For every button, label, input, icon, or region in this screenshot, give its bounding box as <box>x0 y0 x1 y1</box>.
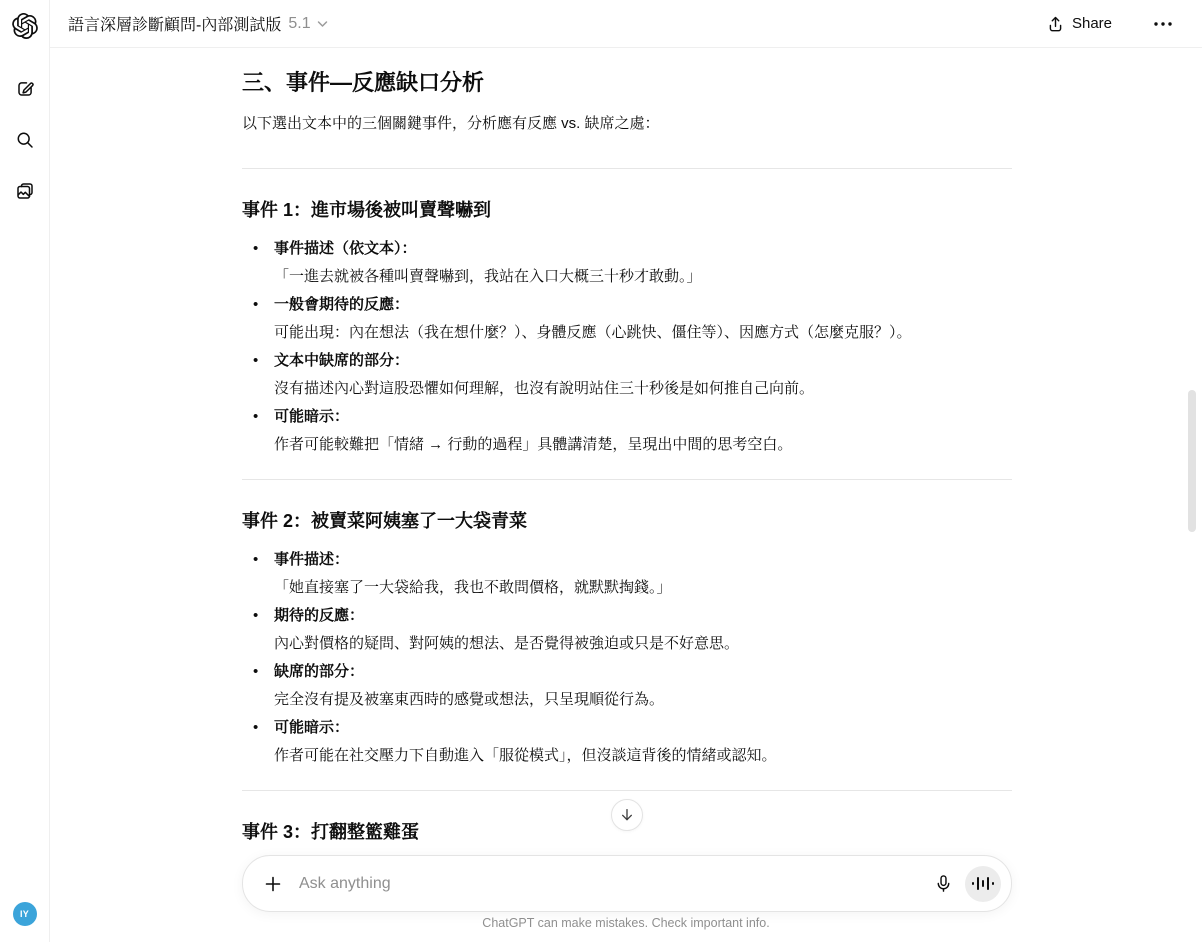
point-text: 完全沒有提及被塞東西時的感覺或想法，只呈現順從行為。 <box>274 691 665 708</box>
share-icon <box>1047 15 1064 33</box>
point-label: • 可能暗示： <box>274 408 350 425</box>
openai-logo[interactable] <box>11 12 39 40</box>
sidebar <box>0 0 50 942</box>
library-button[interactable] <box>8 174 42 208</box>
point-text: 作者可能較難把「情緒 → 行動的過程」具體講清楚，呈現出中間的思考空白。 <box>274 436 793 453</box>
gpt-title-menu[interactable] <box>68 12 328 35</box>
list-item <box>242 235 1012 291</box>
openai-logo-icon <box>12 13 38 39</box>
divider <box>242 790 1012 791</box>
point-label: • 期待的反應： <box>274 607 365 624</box>
disclaimer: ChatGPT can make mistakes. Check important info. <box>482 916 770 930</box>
new-chat-icon <box>15 79 35 99</box>
more-options-button[interactable] <box>1148 16 1178 32</box>
search-icon <box>15 130 35 150</box>
share-button[interactable] <box>1039 9 1120 39</box>
section-intro: 以下選出文本中的三個關鍵事件，分析應有反應 vs. 缺席之處： <box>242 115 660 132</box>
section-title: 三、事件—反應缺口分析 <box>242 70 485 95</box>
event-2-heading: 事件 2：被賣菜阿姨塞了一大袋青菜 <box>242 511 528 531</box>
point-text: 「一進去就被各種叫賣聲嚇到，我站在入口大概三十秒才敢動。」 <box>274 268 702 285</box>
divider <box>242 479 1012 480</box>
scroll-to-bottom-button[interactable] <box>611 799 643 831</box>
gpt-version: 5.1 <box>288 14 311 32</box>
point-text: 可能出現：內在想法（我在想什麼？）、身體反應（心跳快、僵住等）、因應方式（怎麼克服？）。 <box>274 324 912 341</box>
attach-button[interactable] <box>255 866 291 902</box>
composer-input[interactable] <box>299 875 925 893</box>
event-3-heading: 事件 3：打翻整籃雞蛋 <box>242 822 420 842</box>
point-text: 內心對價格的疑問、對阿姨的想法、是否覺得被強迫或只是不好意思。 <box>274 635 740 652</box>
header-actions <box>1039 9 1178 39</box>
point-label: • 文本中缺席的部分： <box>274 352 410 369</box>
dictate-button[interactable] <box>925 866 961 902</box>
list-item <box>242 403 1012 459</box>
point-text: 沒有描述內心對這股恐懼如何理解，也沒有說明站住三十秒後是如何推自己向前。 <box>274 380 815 397</box>
share-label: Share <box>1071 15 1112 32</box>
search-button[interactable] <box>8 123 42 157</box>
list-item <box>242 714 1012 770</box>
plus-icon <box>263 874 283 894</box>
list-item <box>242 347 1012 403</box>
chevron-down-icon <box>317 20 328 28</box>
arrow-down-icon <box>619 807 635 823</box>
divider <box>242 168 1012 169</box>
event-1-list <box>242 235 1012 459</box>
assistant-message <box>242 48 1012 857</box>
list-item <box>242 602 1012 658</box>
header <box>50 0 1202 48</box>
list-item <box>242 546 1012 602</box>
point-label: • 可能暗示： <box>274 719 350 736</box>
new-chat-button[interactable] <box>8 72 42 106</box>
point-label: • 事件描述（依文本）： <box>274 240 417 257</box>
point-label: • 缺席的部分： <box>274 663 365 680</box>
user-avatar[interactable]: IY <box>13 902 37 926</box>
scrollbar-thumb[interactable] <box>1188 390 1196 532</box>
point-text: 「她直接塞了一大袋給我，我也不敢問價格，就默默掏錢。」 <box>274 579 672 596</box>
voice-waveform-icon <box>972 877 995 890</box>
list-item <box>242 291 1012 347</box>
point-label: • 事件描述： <box>274 551 350 568</box>
library-icon <box>15 181 35 201</box>
point-text: 作者可能在社交壓力下自動進入「服從模式」，但沒談這背後的情緒或認知。 <box>274 747 777 764</box>
mic-icon <box>934 874 953 893</box>
gpt-title: 語言深層診斷顧問-內部測試版 <box>68 17 282 34</box>
list-item <box>242 658 1012 714</box>
event-2-list <box>242 546 1012 770</box>
composer <box>242 855 1012 912</box>
event-1-heading: 事件 1：進市場後被叫賣聲嚇到 <box>242 200 492 220</box>
voice-mode-button[interactable] <box>965 866 1001 902</box>
ellipsis-icon <box>1154 22 1172 26</box>
point-label: • 一般會期待的反應： <box>274 296 410 313</box>
